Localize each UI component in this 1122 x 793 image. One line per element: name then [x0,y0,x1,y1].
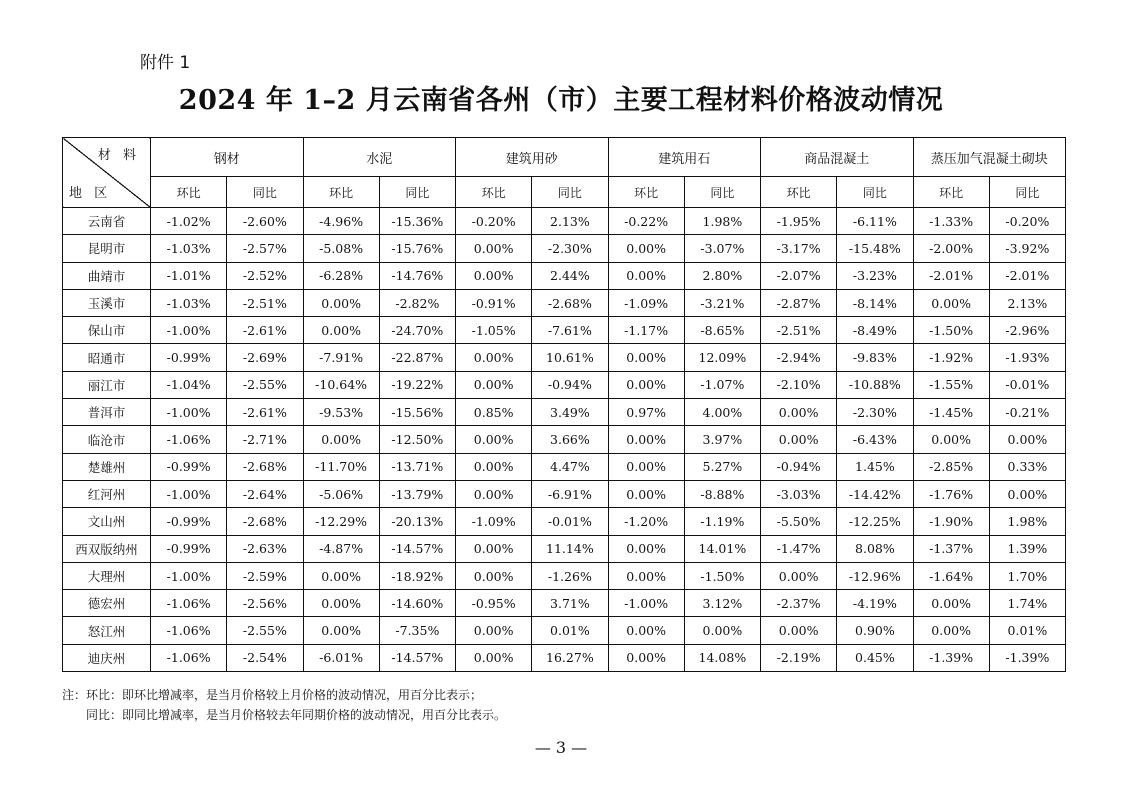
yoy-value-cell: 2.13% [532,208,608,235]
region-cell: 德宏州 [63,590,151,617]
yoy-value-cell: -14.76% [379,262,455,289]
mom-value-cell: -2.94% [761,344,837,371]
mom-value-cell: 0.00% [456,617,532,644]
yoy-value-cell: 0.00% [989,426,1065,453]
mom-value-cell: -7.91% [303,344,379,371]
mom-value-cell: -2.85% [913,453,989,480]
region-cell: 玉溪市 [63,289,151,316]
yoy-value-cell: -2.59% [227,562,303,589]
mom-value-cell: 0.00% [303,562,379,589]
note-line-yoy: 同比：即同比增减率，是当月价格较去年同期价格的波动情况，用百分比表示。 [62,708,507,722]
yoy-value-cell: -0.21% [989,399,1065,426]
yoy-value-cell: -15.36% [379,208,455,235]
yoy-value-cell: -14.57% [379,535,455,562]
mom-value-cell: -1.03% [151,235,227,262]
region-cell: 怒江州 [63,617,151,644]
mom-value-cell: 0.85% [456,399,532,426]
yoy-value-cell: -2.71% [227,426,303,453]
yoy-value-cell: -1.93% [989,344,1065,371]
mom-value-cell: 0.00% [608,453,684,480]
yoy-value-cell: -15.48% [837,235,913,262]
region-cell: 云南省 [63,208,151,235]
yoy-value-cell: 8.08% [837,535,913,562]
yoy-value-cell: -6.43% [837,426,913,453]
yoy-value-cell: -3.23% [837,262,913,289]
yoy-value-cell: -15.56% [379,399,455,426]
yoy-value-cell: -1.07% [684,371,760,398]
yoy-value-cell: -2.68% [227,508,303,535]
mom-value-cell: -1.00% [151,480,227,507]
mom-value-cell: 0.00% [761,617,837,644]
material-header: 蒸压加气混凝土砌块 [913,138,1066,177]
mom-header: 环比 [608,177,684,208]
yoy-value-cell: 16.27% [532,644,608,671]
table-row [63,644,1066,671]
mom-value-cell: -3.03% [761,480,837,507]
yoy-value-cell: 11.14% [532,535,608,562]
mom-value-cell: -1.06% [151,590,227,617]
mom-value-cell: 0.00% [303,289,379,316]
mom-value-cell: -3.17% [761,235,837,262]
yoy-value-cell: 0.45% [837,644,913,671]
yoy-value-cell: -1.19% [684,508,760,535]
mom-value-cell: 0.00% [761,399,837,426]
yoy-value-cell: -12.96% [837,562,913,589]
mom-value-cell: -1.04% [151,371,227,398]
mom-value-cell: -0.99% [151,535,227,562]
yoy-value-cell: -20.13% [379,508,455,535]
table-row [63,262,1066,289]
mom-value-cell: 0.00% [608,617,684,644]
mom-value-cell: -0.99% [151,344,227,371]
mom-value-cell: 0.00% [456,562,532,589]
note-line-mom: 注：环比：即环比增减率，是当月价格较上月价格的波动情况，用百分比表示； [62,688,483,702]
table-row [63,480,1066,507]
mom-value-cell: -1.95% [761,208,837,235]
yoy-value-cell: -8.88% [684,480,760,507]
mom-value-cell: -5.08% [303,235,379,262]
yoy-value-cell: 1.74% [989,590,1065,617]
material-header: 商品混凝土 [761,138,914,177]
table-row [63,399,1066,426]
mom-value-cell: -1.17% [608,317,684,344]
mom-value-cell: -1.02% [151,208,227,235]
mom-value-cell: -5.50% [761,508,837,535]
yoy-value-cell: -3.92% [989,235,1065,262]
yoy-value-cell: -22.87% [379,344,455,371]
mom-value-cell: -6.01% [303,644,379,671]
material-header: 钢材 [151,138,304,177]
mom-value-cell: -1.76% [913,480,989,507]
mom-value-cell: -1.45% [913,399,989,426]
mom-header: 环比 [151,177,227,208]
mom-header: 环比 [761,177,837,208]
yoy-value-cell: -4.19% [837,590,913,617]
table-row [63,508,1066,535]
yoy-value-cell: -24.70% [379,317,455,344]
yoy-value-cell: 12.09% [684,344,760,371]
yoy-value-cell: -8.14% [837,289,913,316]
yoy-value-cell: 4.47% [532,453,608,480]
region-cell: 红河州 [63,480,151,507]
yoy-value-cell: 3.66% [532,426,608,453]
mom-value-cell: -0.95% [456,590,532,617]
mom-value-cell: 0.00% [303,426,379,453]
mom-value-cell: -1.06% [151,426,227,453]
yoy-header: 同比 [379,177,455,208]
mom-value-cell: -11.70% [303,453,379,480]
region-cell: 昭通市 [63,344,151,371]
yoy-value-cell: -2.55% [227,617,303,644]
yoy-header: 同比 [532,177,608,208]
yoy-value-cell: 1.39% [989,535,1065,562]
mom-value-cell: -1.47% [761,535,837,562]
yoy-value-cell: -2.52% [227,262,303,289]
region-cell: 楚雄州 [63,453,151,480]
mom-value-cell: -1.92% [913,344,989,371]
yoy-value-cell: -6.11% [837,208,913,235]
yoy-value-cell: -8.49% [837,317,913,344]
yoy-value-cell: 3.71% [532,590,608,617]
mom-value-cell: 0.00% [761,426,837,453]
yoy-value-cell: -2.68% [532,289,608,316]
table-row [63,535,1066,562]
mom-value-cell: -2.51% [761,317,837,344]
yoy-value-cell: 1.45% [837,453,913,480]
yoy-value-cell: -14.60% [379,590,455,617]
price-table [62,137,1066,672]
yoy-header: 同比 [989,177,1065,208]
yoy-value-cell: -10.88% [837,371,913,398]
mom-value-cell: -12.29% [303,508,379,535]
mom-value-cell: 0.00% [608,371,684,398]
material-header: 建筑用石 [608,138,761,177]
yoy-value-cell: 3.97% [684,426,760,453]
mom-value-cell: -6.28% [303,262,379,289]
mom-value-cell: -2.00% [913,235,989,262]
yoy-value-cell: 5.27% [684,453,760,480]
mom-value-cell: 0.00% [456,235,532,262]
mom-value-cell: -1.06% [151,644,227,671]
yoy-header: 同比 [227,177,303,208]
mom-value-cell: 0.97% [608,399,684,426]
material-header-row [63,138,1066,177]
mom-value-cell: 0.00% [608,426,684,453]
region-cell: 曲靖市 [63,262,151,289]
mom-value-cell: -1.50% [913,317,989,344]
yoy-value-cell: -1.26% [532,562,608,589]
yoy-value-cell: 0.01% [532,617,608,644]
yoy-value-cell: 0.33% [989,453,1065,480]
yoy-value-cell: 3.12% [684,590,760,617]
mom-value-cell: -0.91% [456,289,532,316]
yoy-value-cell: -0.94% [532,371,608,398]
mom-value-cell: -2.10% [761,371,837,398]
mom-value-cell: 0.00% [456,344,532,371]
yoy-value-cell: -0.01% [989,371,1065,398]
region-cell: 普洱市 [63,399,151,426]
mom-value-cell: -1.00% [151,317,227,344]
yoy-value-cell: 0.00% [989,480,1065,507]
yoy-value-cell: -2.56% [227,590,303,617]
yoy-value-cell: -2.69% [227,344,303,371]
mom-value-cell: 0.00% [608,480,684,507]
mom-value-cell: 0.00% [608,644,684,671]
yoy-value-cell: -2.64% [227,480,303,507]
yoy-value-cell: -13.79% [379,480,455,507]
mom-value-cell: 0.00% [913,289,989,316]
mom-value-cell: -1.20% [608,508,684,535]
mom-value-cell: -4.96% [303,208,379,235]
table-row [63,453,1066,480]
yoy-value-cell: 0.00% [684,617,760,644]
mom-header: 环比 [303,177,379,208]
yoy-value-cell: -2.63% [227,535,303,562]
yoy-header: 同比 [837,177,913,208]
mom-value-cell: -2.87% [761,289,837,316]
yoy-value-cell: -2.61% [227,317,303,344]
yoy-value-cell: 0.01% [989,617,1065,644]
region-cell: 文山州 [63,508,151,535]
mom-value-cell: -4.87% [303,535,379,562]
table-row [63,344,1066,371]
yoy-value-cell: -14.42% [837,480,913,507]
yoy-value-cell: -2.57% [227,235,303,262]
mom-value-cell: 0.00% [608,344,684,371]
yoy-value-cell: -14.57% [379,644,455,671]
sub-header-row [63,177,1066,208]
region-cell: 大理州 [63,562,151,589]
region-cell: 昆明市 [63,235,151,262]
yoy-value-cell: 0.90% [837,617,913,644]
yoy-value-cell: -13.71% [379,453,455,480]
mom-value-cell: -1.33% [913,208,989,235]
mom-header: 环比 [456,177,532,208]
mom-value-cell: 0.00% [456,480,532,507]
region-cell: 临沧市 [63,426,151,453]
mom-value-cell: -1.05% [456,317,532,344]
yoy-value-cell: 14.01% [684,535,760,562]
mom-value-cell: 0.00% [456,453,532,480]
mom-value-cell: -1.00% [151,562,227,589]
mom-value-cell: -2.19% [761,644,837,671]
yoy-header: 同比 [684,177,760,208]
mom-value-cell: 0.00% [608,262,684,289]
table-row [63,617,1066,644]
yoy-value-cell: -8.65% [684,317,760,344]
yoy-value-cell: -3.21% [684,289,760,316]
mom-value-cell: 0.00% [608,235,684,262]
mom-value-cell: -1.37% [913,535,989,562]
table-row [63,235,1066,262]
corner-header-cell [63,138,151,208]
mom-value-cell: 0.00% [456,644,532,671]
mom-value-cell: -0.99% [151,508,227,535]
region-cell: 西双版纳州 [63,535,151,562]
attachment-label: 附件 1 [140,53,191,73]
mom-value-cell: -0.20% [456,208,532,235]
corner-region-label: 地 区 [69,186,112,201]
mom-value-cell: 0.00% [761,562,837,589]
region-cell: 迪庆州 [63,644,151,671]
mom-value-cell: -1.00% [608,590,684,617]
mom-value-cell: -1.64% [913,562,989,589]
mom-value-cell: -1.01% [151,262,227,289]
yoy-value-cell: 10.61% [532,344,608,371]
mom-value-cell: 0.00% [303,590,379,617]
mom-value-cell: -1.00% [151,399,227,426]
mom-value-cell: -2.01% [913,262,989,289]
material-header: 建筑用砂 [456,138,609,177]
yoy-value-cell: -19.22% [379,371,455,398]
yoy-value-cell: 2.13% [989,289,1065,316]
region-cell: 丽江市 [63,371,151,398]
mom-value-cell: -1.09% [456,508,532,535]
region-cell: 保山市 [63,317,151,344]
yoy-value-cell: 3.49% [532,399,608,426]
table-row [63,317,1066,344]
yoy-value-cell: -15.76% [379,235,455,262]
yoy-value-cell: 1.70% [989,562,1065,589]
yoy-value-cell: -2.30% [532,235,608,262]
yoy-value-cell: -1.50% [684,562,760,589]
yoy-value-cell: 14.08% [684,644,760,671]
mom-header: 环比 [913,177,989,208]
mom-value-cell: -1.06% [151,617,227,644]
yoy-value-cell: 1.98% [684,208,760,235]
mom-value-cell: 0.00% [303,317,379,344]
mom-value-cell: -0.94% [761,453,837,480]
yoy-value-cell: -7.61% [532,317,608,344]
yoy-value-cell: -2.01% [989,262,1065,289]
table-row [63,426,1066,453]
yoy-value-cell: 4.00% [684,399,760,426]
table-body [63,208,1066,672]
yoy-value-cell: 2.80% [684,262,760,289]
mom-value-cell: 0.00% [456,426,532,453]
yoy-value-cell: 2.44% [532,262,608,289]
mom-value-cell: -5.06% [303,480,379,507]
yoy-value-cell: -0.01% [532,508,608,535]
yoy-value-cell: -2.54% [227,644,303,671]
yoy-value-cell: -12.50% [379,426,455,453]
yoy-value-cell: -7.35% [379,617,455,644]
mom-value-cell: -9.53% [303,399,379,426]
mom-value-cell: -1.90% [913,508,989,535]
yoy-value-cell: 1.98% [989,508,1065,535]
yoy-value-cell: -2.51% [227,289,303,316]
mom-value-cell: 0.00% [456,371,532,398]
yoy-value-cell: -9.83% [837,344,913,371]
mom-value-cell: -1.39% [913,644,989,671]
yoy-value-cell: -2.55% [227,371,303,398]
yoy-value-cell: -1.39% [989,644,1065,671]
table-row [63,208,1066,235]
table-row [63,562,1066,589]
mom-value-cell: 0.00% [913,590,989,617]
table-row [63,590,1066,617]
mom-value-cell: -1.09% [608,289,684,316]
yoy-value-cell: -2.60% [227,208,303,235]
material-header: 水泥 [303,138,456,177]
corner-material-label: 材 料 [97,148,140,163]
yoy-value-cell: -2.96% [989,317,1065,344]
table-row [63,289,1066,316]
table-row [63,371,1066,398]
mom-value-cell: 0.00% [608,562,684,589]
yoy-value-cell: -6.91% [532,480,608,507]
mom-value-cell: -1.55% [913,371,989,398]
yoy-value-cell: -2.82% [379,289,455,316]
mom-value-cell: 0.00% [303,617,379,644]
yoy-value-cell: -3.07% [684,235,760,262]
mom-value-cell: 0.00% [913,617,989,644]
yoy-value-cell: -2.30% [837,399,913,426]
mom-value-cell: -2.07% [761,262,837,289]
mom-value-cell: -1.03% [151,289,227,316]
yoy-value-cell: -12.25% [837,508,913,535]
yoy-value-cell: -2.68% [227,453,303,480]
page-number: — 3 — [534,738,588,757]
yoy-value-cell: -0.20% [989,208,1065,235]
mom-value-cell: -2.37% [761,590,837,617]
yoy-value-cell: -18.92% [379,562,455,589]
mom-value-cell: -10.64% [303,371,379,398]
mom-value-cell: 0.00% [913,426,989,453]
document-title: 2024 年 1–2 月云南省各州（市）主要工程材料价格波动情况 [178,85,944,116]
mom-value-cell: -0.22% [608,208,684,235]
mom-value-cell: -0.99% [151,453,227,480]
mom-value-cell: 0.00% [456,535,532,562]
mom-value-cell: 0.00% [608,535,684,562]
mom-value-cell: 0.00% [456,262,532,289]
yoy-value-cell: -2.61% [227,399,303,426]
